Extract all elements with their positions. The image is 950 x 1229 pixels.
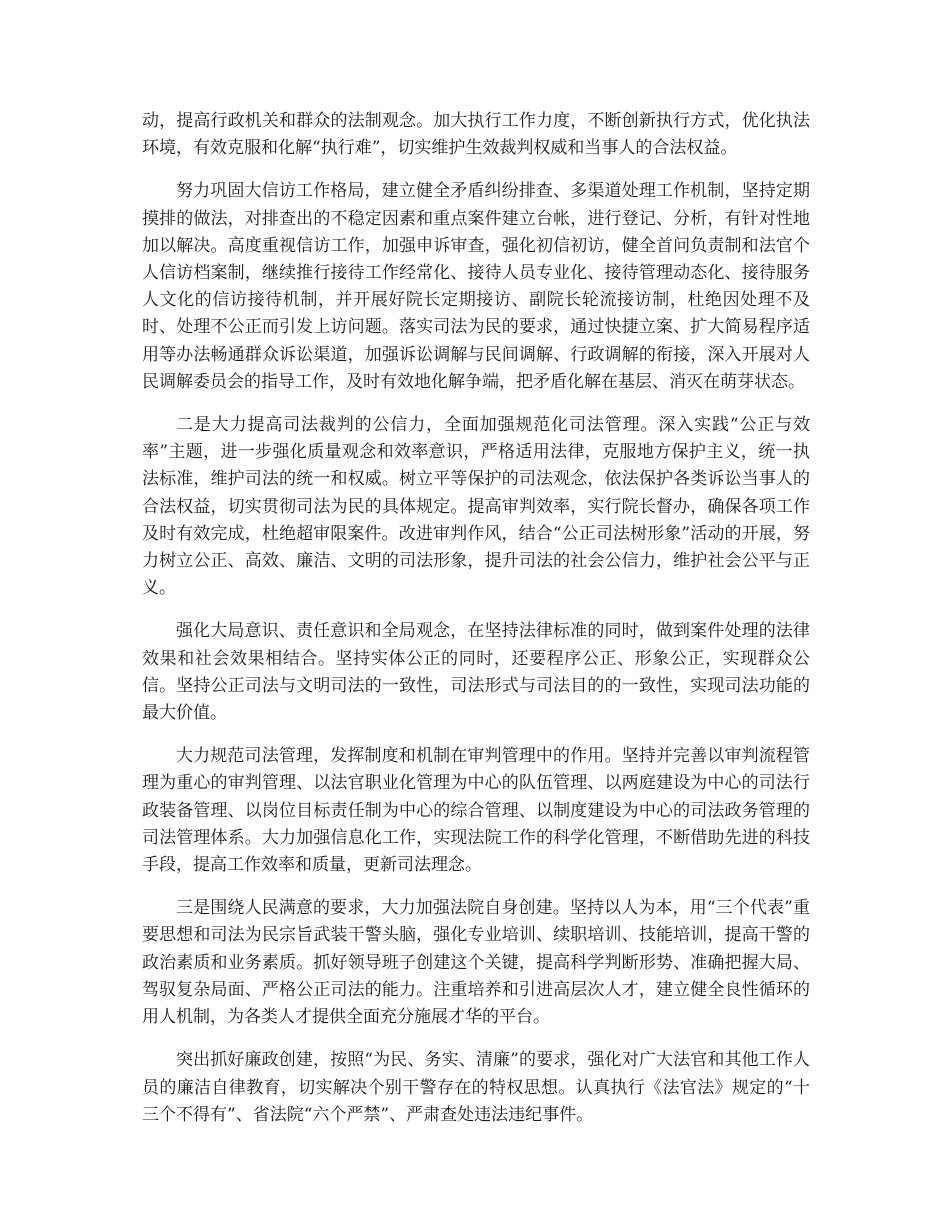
document-body	[142, 108, 810, 1145]
paragraph-judicial-credibility: 二是大力提高司法裁判的公信力，全面加强规范化司法管理。深入实践“公正与效率”主题，进一步强化质量观念和效率意识，严格适用法律，克服地方保护主义，统一执法标准，维护司法的统一和权威。树立平等保护的司法观念，依法保护各类诉讼当事人的合法权益，切实贯彻司法为民的具体规定。提高审判效率，实行院长督办，确保各项工作及时有效完成，杜绝超审限案件。改进审判作风，结合“公正司法树形象”活动的开展，努力树立公正、高效、廉洁、文明的司法形象，提升司法的社会公信力，维护社会公平与正义。	[142, 415, 810, 599]
paragraph-judicial-management: 大力规范司法管理，发挥制度和机制在审判管理中的作用。坚持并完善以审判流程管理为重心的审判管理、以法官职业化管理为中心的队伍管理、以两庭建设为中心的司法行政装备管理、以岗位目标责任制为中心的综合管理、以制度建设为中心的司法政务管理的司法管理体系。大力加强信息化工作，实现法院工作的科学化管理，不断借助先进的科技手段，提高工作效率和质量，更新司法理念。	[142, 746, 810, 876]
paragraph-anti-corruption: 突出抓好廉政创建，按照“为民、务实、清廉”的要求，强化对广大法官和其他工作人员的廉洁自律教育，切实解决个别干警存在的特权思想。认真执行《法官法》规定的“十三个不得有”、省法院“六个严禁”、严肃查处违法违纪事件。	[142, 1050, 810, 1125]
paragraph-overall-awareness: 强化大局意识、责任意识和全局观念，在坚持法律标准的同时，做到案件处理的法律效果和社会效果相结合。坚持实体公正的同时，还要程序公正、形象公正，实现群众公信。坚持公正司法与文明司法的一致性，司法形式与司法目的的一致性，实现司法功能的最大价值。	[142, 621, 810, 724]
paragraph-continuation: 动，提高行政机关和群众的法制观念。加大执行工作力度，不断创新执行方式，优化执法环境，有效克服和化解“执行难”，切实维护生效裁判权威和当事人的合法权益。	[142, 111, 810, 159]
paragraph-petition-work: 努力巩固大信访工作格局，建立健全矛盾纠纷排查、多渠道处理工作机制，坚持定期摸排的做法，对排查出的不稳定因素和重点案件建立台帐，进行登记、分析，有针对性地加以解决。高度重视信访工作，加强申诉审查，强化初信初访，健全首问负责制和法官个人信访档案制，继续推行接待工作经常化、接待人员专业化、接待管理动态化、接待服务人文化的信访接待机制，并开展好院长定期接访、副院长轮流接访制，杜绝因处理不及时、处理不公正而引发上访问题。落实司法为民的要求，通过快捷立案、扩大简易程序适用等办法畅通群众诉讼渠道，加强诉讼调解与民间调解、行政调解的衔接，深入开展对人民调解委员会的指导工作，及时有效地化解争端，把矛盾化解在基层、消灭在萌芽状态。	[142, 181, 810, 392]
paragraph-court-self-building: 三是围绕人民满意的要求，大力加强法院自身创建。坚持以人为本，用“三个代表”重要思想和司法为民宗旨武装干警头脑，强化专业培训、续职培训、技能培训，提高干警的政治素质和业务素质。抓好领导班子创建这个关键，提高科学判断形势、准确把握大局、驾驭复杂局面、严格公正司法的能力。注重培养和引进高层次人才，建立健全良性循环的用人机制，为各类人才提供全面充分施展才华的平台。	[142, 898, 810, 1028]
